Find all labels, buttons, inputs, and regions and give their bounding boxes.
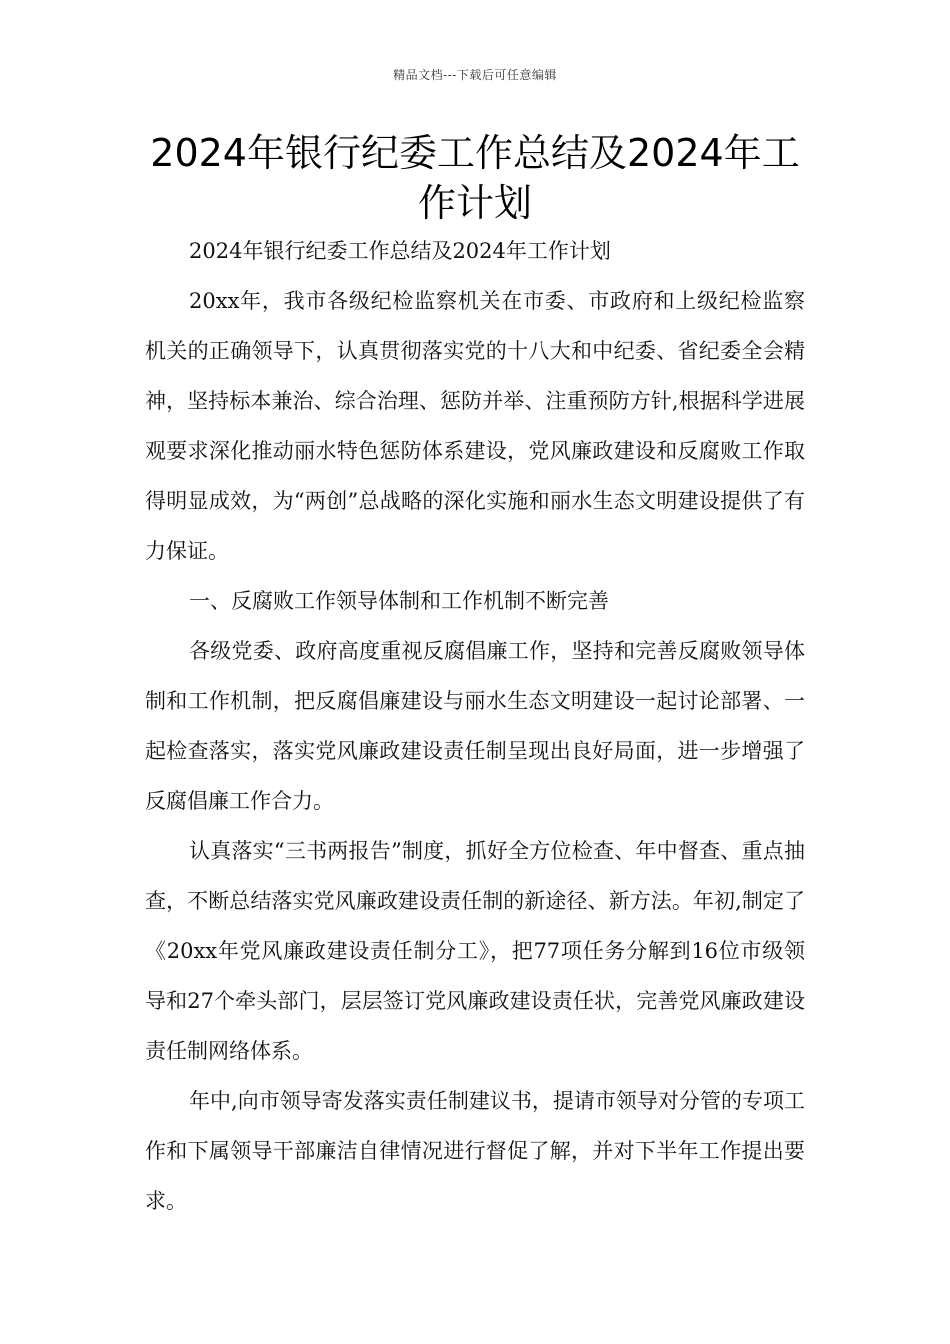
- body-paragraph: 20xx年，我市各级纪检监察机关在市委、市政府和上级纪检监察机关的正确领导下，认真贯彻落实党的十八大和中纪委、省纪委全会精神，坚持标本兼治、综合治理、惩防并举、注重预防方针,根据科学进展观要求深化推动丽水特色惩防体系建设，党风廉政建设和反腐败工作取得明显成效，为“两创”总战略的深化实施和丽水生态文明建设提供了有力保证。: [145, 289, 805, 563]
- body-paragraph: 认真落实“三书两报告”制度，抓好全方位检查、年中督查、重点抽查，不断总结落实党风廉政建设责任制的新途径、新方法。年初,制定了《20xx年党风廉政建设责任制分工》，把77项任务分解到16位市级领导和27个牵头部门，层层签订党风廉政建设责任状，完善党风廉政建设责任制网络体系。: [145, 839, 805, 1063]
- subtitle-paragraph: 2024年银行纪委工作总结及2024年工作计划: [189, 239, 611, 263]
- body-paragraph: 年中,向市领导寄发落实责任制建议书，提请市领导对分管的专项工作和下属领导干部廉洁自律情况进行督促了解，并对下半年工作提出要求。: [145, 1089, 805, 1213]
- section-heading: 一、反腐败工作领导体制和工作机制不断完善: [189, 589, 609, 613]
- document-body: [145, 226, 805, 1226]
- document-title: 2024年银行纪委工作总结及2024年工作计划: [150, 131, 800, 225]
- header-note: 精品文档---下载后可任意编辑: [393, 68, 557, 82]
- body-paragraph: 各级党委、政府高度重视反腐倡廉工作，坚持和完善反腐败领导体制和工作机制，把反腐倡廉建设与丽水生态文明建设一起讨论部署、一起检查落实，落实党风廉政建设责任制呈现出良好局面，进一步增强了反腐倡廉工作合力。: [145, 639, 805, 813]
